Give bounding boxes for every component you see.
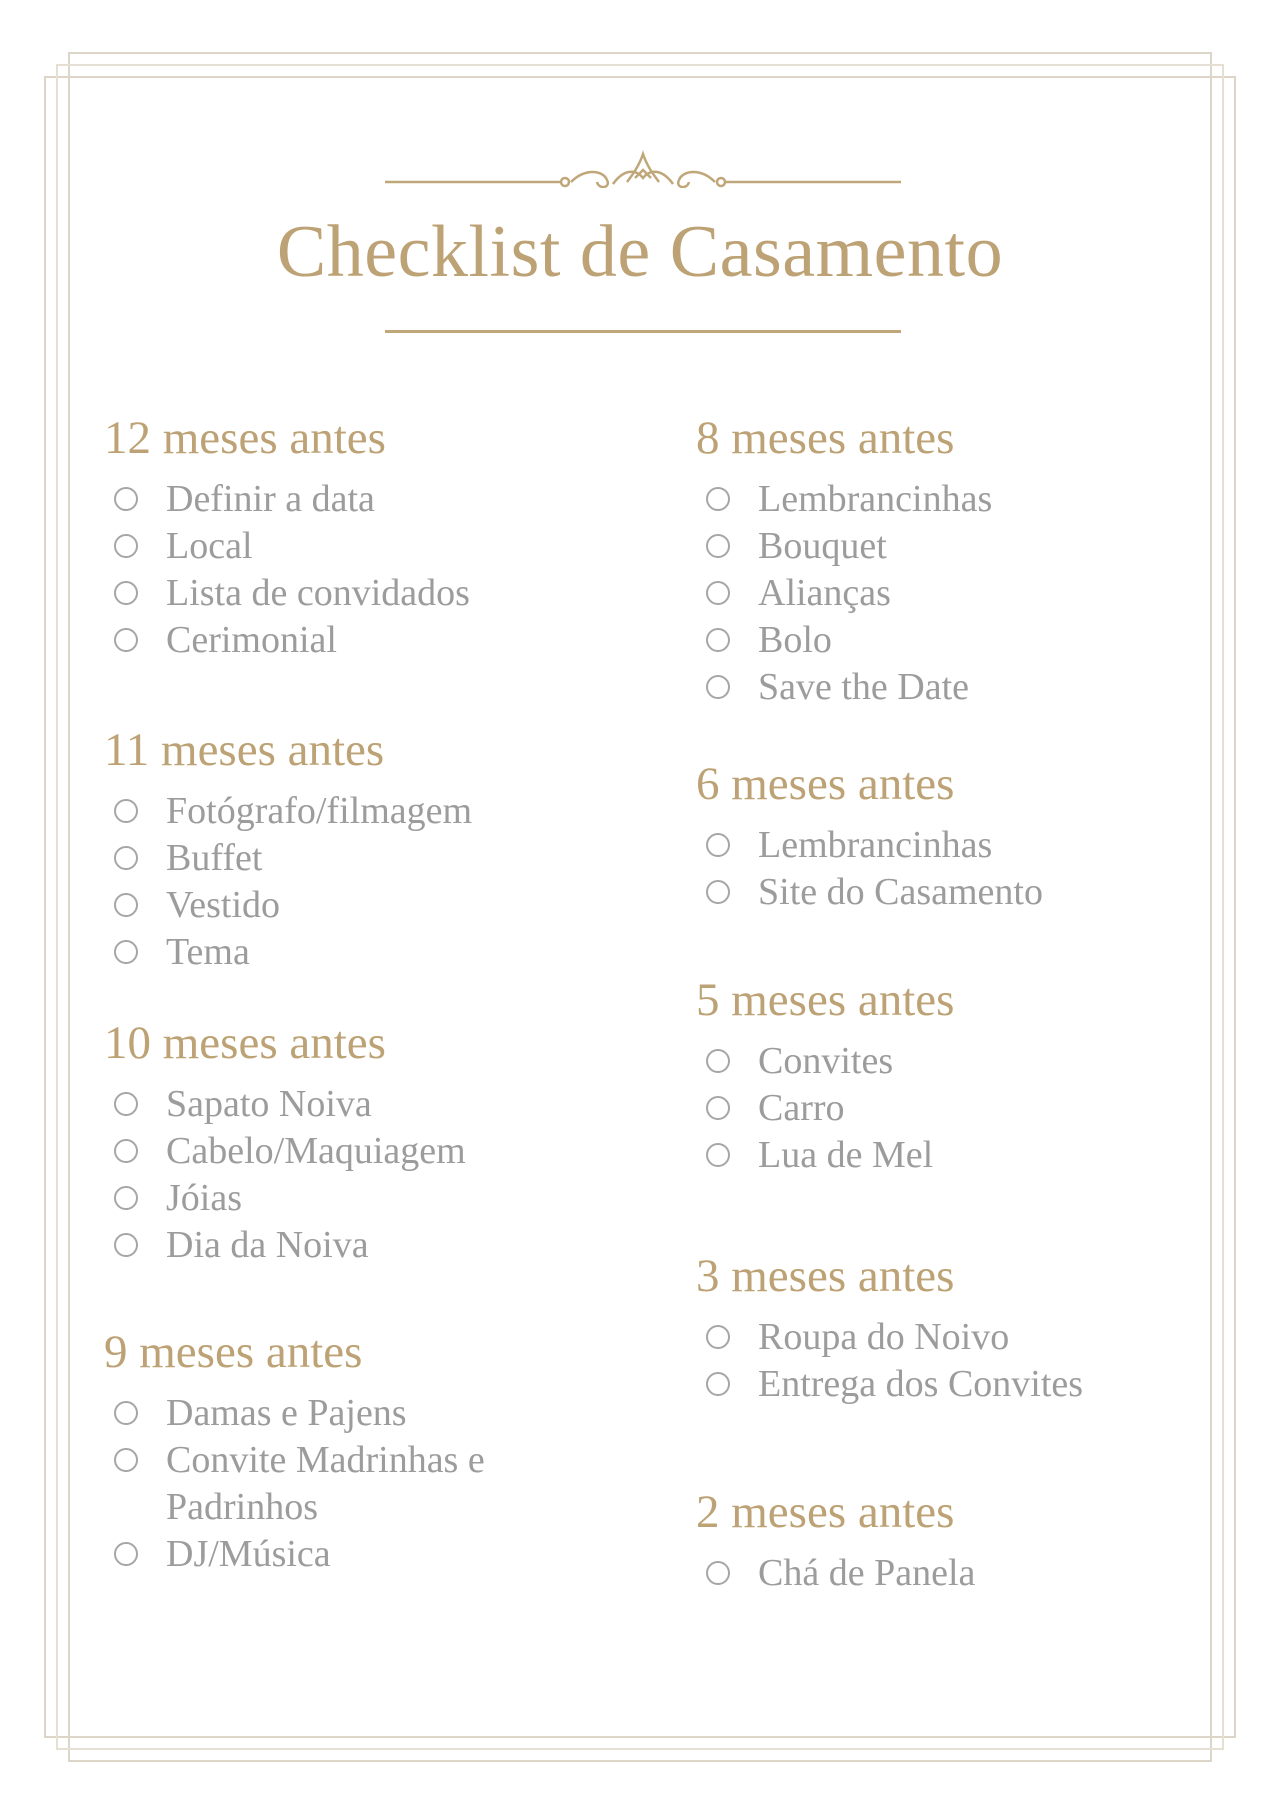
checklist-item[interactable]: Dia da Noiva <box>104 1222 624 1269</box>
section-10-months <box>104 1015 624 1269</box>
checklist-item[interactable]: Convites <box>696 1038 1216 1085</box>
section-heading: 8 meses antes <box>696 412 955 464</box>
checkbox-circle-icon[interactable] <box>706 628 730 652</box>
checklist-item[interactable]: Vestido <box>104 882 624 929</box>
checkbox-circle-icon[interactable] <box>706 1372 730 1396</box>
checklist-item[interactable]: Lua de Mel <box>696 1132 1216 1179</box>
checklist-item[interactable]: Convite Madrinhas e Padrinhos <box>104 1437 534 1531</box>
title-underline <box>385 330 901 333</box>
checkbox-circle-icon[interactable] <box>706 1096 730 1120</box>
checkbox-circle-icon[interactable] <box>706 880 730 904</box>
section-heading: 9 meses antes <box>104 1326 363 1378</box>
checklist-item[interactable]: Lembrancinhas <box>696 822 1216 869</box>
checklist-item[interactable]: Local <box>104 523 624 570</box>
checkbox-circle-icon[interactable] <box>114 1448 138 1472</box>
checklist-item[interactable]: Site do Casamento <box>696 869 1216 916</box>
checkbox-circle-icon[interactable] <box>114 581 138 605</box>
section-heading: 3 meses antes <box>696 1250 955 1302</box>
checkbox-circle-icon[interactable] <box>706 1325 730 1349</box>
checkbox-circle-icon[interactable] <box>114 1401 138 1425</box>
checkbox-circle-icon[interactable] <box>114 846 138 870</box>
checklist-item[interactable]: Definir a data <box>104 476 624 523</box>
checklist-item[interactable]: Cabelo/Maquiagem <box>104 1128 624 1175</box>
checkbox-circle-icon[interactable] <box>114 1139 138 1163</box>
checkbox-circle-icon[interactable] <box>114 799 138 823</box>
checkbox-circle-icon[interactable] <box>114 940 138 964</box>
section-heading: 6 meses antes <box>696 758 955 810</box>
checkbox-circle-icon[interactable] <box>114 487 138 511</box>
checklist-item[interactable]: Bolo <box>696 617 1216 664</box>
checklist-item[interactable]: Alianças <box>696 570 1216 617</box>
section-5-months <box>696 972 1216 1179</box>
checklist-item[interactable]: Sapato Noiva <box>104 1081 624 1128</box>
checkbox-circle-icon[interactable] <box>114 628 138 652</box>
checklist-item[interactable]: Carro <box>696 1085 1216 1132</box>
checklist-item[interactable]: Save the Date <box>696 664 1216 711</box>
checklist-item[interactable]: Roupa do Noivo <box>696 1314 1216 1361</box>
section-heading: 5 meses antes <box>696 974 955 1026</box>
checkbox-circle-icon[interactable] <box>114 534 138 558</box>
flourish-ornament-icon <box>385 148 901 188</box>
checklist-item[interactable]: Tema <box>104 929 624 976</box>
checkbox-circle-icon[interactable] <box>706 1143 730 1167</box>
checkbox-circle-icon[interactable] <box>706 1049 730 1073</box>
checklist-item[interactable]: Fotógrafo/filmagem <box>104 788 624 835</box>
checklist-item[interactable]: DJ/Música <box>104 1531 534 1578</box>
checklist-item[interactable]: Buffet <box>104 835 624 882</box>
checkbox-circle-icon[interactable] <box>114 1542 138 1566</box>
checkbox-circle-icon[interactable] <box>706 833 730 857</box>
checklist-item[interactable]: Entrega dos Convites <box>696 1361 1216 1408</box>
checklist-item[interactable]: Damas e Pajens <box>104 1390 534 1437</box>
section-3-months <box>696 1248 1216 1408</box>
checkbox-circle-icon[interactable] <box>706 487 730 511</box>
checkbox-circle-icon[interactable] <box>706 534 730 558</box>
checklist-item[interactable]: Lista de convidados <box>104 570 624 617</box>
section-12-months <box>104 410 624 664</box>
checkbox-circle-icon[interactable] <box>706 1561 730 1585</box>
checkbox-circle-icon[interactable] <box>114 1186 138 1210</box>
section-11-months <box>104 722 624 976</box>
section-9-months <box>104 1324 534 1578</box>
section-2-months <box>696 1484 1216 1597</box>
checkbox-circle-icon[interactable] <box>114 1092 138 1116</box>
section-heading: 12 meses antes <box>104 412 386 464</box>
checkbox-circle-icon[interactable] <box>706 675 730 699</box>
page-title: Checklist de Casamento <box>276 211 1004 293</box>
section-6-months <box>696 756 1216 916</box>
checklist-item[interactable]: Chá de Panela <box>696 1550 1216 1597</box>
checklist-item[interactable]: Lembrancinhas <box>696 476 1216 523</box>
checkbox-circle-icon[interactable] <box>114 1233 138 1257</box>
checklist-item[interactable]: Bouquet <box>696 523 1216 570</box>
checklist-item[interactable]: Jóias <box>104 1175 624 1222</box>
section-heading: 2 meses antes <box>696 1486 955 1538</box>
section-8-months <box>696 410 1216 711</box>
checkbox-circle-icon[interactable] <box>706 581 730 605</box>
checkbox-circle-icon[interactable] <box>114 893 138 917</box>
section-heading: 11 meses antes <box>104 724 385 776</box>
checklist-item[interactable]: Cerimonial <box>104 617 624 664</box>
section-heading: 10 meses antes <box>104 1017 386 1069</box>
